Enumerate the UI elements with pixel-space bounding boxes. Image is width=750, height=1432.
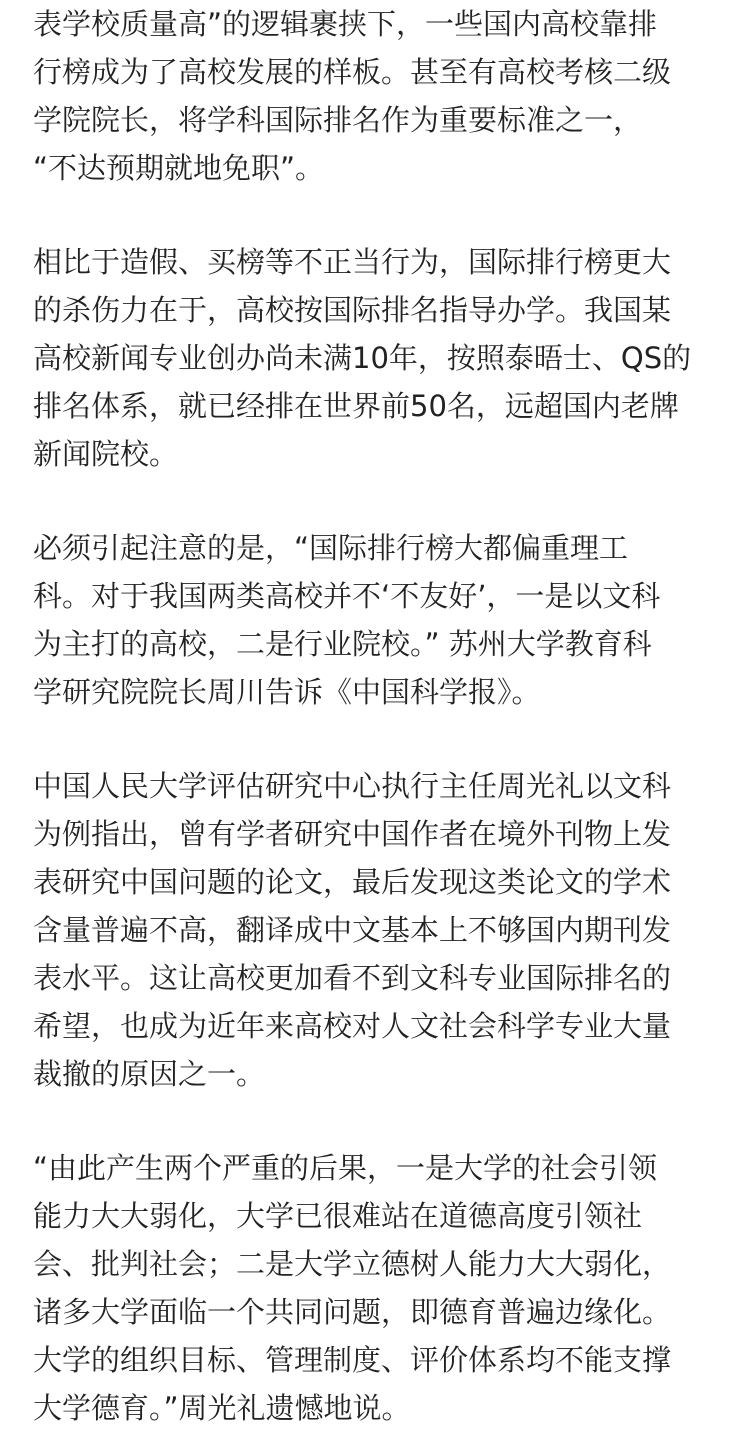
- paragraph-gap: [33, 192, 723, 238]
- paragraph-gap: [33, 478, 723, 524]
- text-line: 裁撤的原因之一。: [33, 1057, 266, 1091]
- paragraph-5: [33, 1144, 723, 1432]
- text-line: 中国人民大学评估研究中心执行主任周光礼以文科: [33, 769, 672, 803]
- text-line: 希望，也成为近年来高校对人文社会科学专业大量: [33, 1009, 672, 1043]
- text-line: 诸多大学面临一个共同问题，即德育普遍边缘化。: [33, 1295, 672, 1329]
- text-line: “由此产生两个严重的后果，一是大学的社会引领: [33, 1151, 658, 1185]
- paragraph-gap: [33, 716, 723, 762]
- text-line: 学院院长，将学科国际排名作为重要标准之一，: [33, 103, 643, 137]
- paragraph-3: [33, 524, 723, 716]
- text-line: 排名体系，就已经排在世界前50名，远超国内老牌: [33, 389, 679, 423]
- text-line: 行榜成为了高校发展的样板。甚至有高校考核二级: [33, 55, 672, 89]
- text-line: 大学德育。”周光礼遗憾地说。: [33, 1391, 411, 1425]
- text-line: 含量普遍不高，翻译成中文基本上不够国内期刊发: [33, 913, 672, 947]
- text-line: 必须引起注意的是，“国际排行榜大都偏重理工: [33, 531, 629, 565]
- text-line: 为主打的高校，二是行业院校。” 苏州大学教育科: [33, 627, 652, 661]
- text-line: 能力大大弱化，大学已很难站在道德高度引领社: [33, 1199, 643, 1233]
- paragraph-gap: [33, 1098, 723, 1144]
- article-body: [33, 0, 723, 1432]
- text-line: 新闻院校。: [33, 437, 179, 471]
- text-line: 的杀伤力在于，高校按国际排名指导办学。我国某: [33, 293, 672, 327]
- paragraph-1: [33, 0, 723, 192]
- text-line: 科。对于我国两类高校并不‘不友好’，一是以文科: [33, 579, 661, 613]
- text-line: 大学的组织目标、管理制度、评价体系均不能支撑: [33, 1343, 672, 1377]
- text-line: 表学校质量高”的逻辑裹挟下，一些国内高校靠排: [33, 7, 658, 41]
- paragraph-2: [33, 238, 723, 478]
- text-line: 表研究中国问题的论文，最后发现这类论文的学术: [33, 865, 672, 899]
- text-line: 为例指出，曾有学者研究中国作者在境外刊物上发: [33, 817, 672, 851]
- text-line: 学研究院院长周川告诉《中国科学报》。: [33, 675, 541, 709]
- paragraph-4: [33, 762, 723, 1098]
- text-line: “不达预期就地免职”。: [33, 151, 325, 185]
- text-line: 相比于造假、买榜等不正当行为，国际排行榜更大: [33, 245, 672, 279]
- text-line: 表水平。这让高校更加看不到文科专业国际排名的: [33, 961, 672, 995]
- text-line: 高校新闻专业创办尚未满10年，按照泰晤士、QS的: [33, 341, 692, 375]
- text-line: 会、批判社会；二是大学立德树人能力大大弱化，: [33, 1247, 672, 1281]
